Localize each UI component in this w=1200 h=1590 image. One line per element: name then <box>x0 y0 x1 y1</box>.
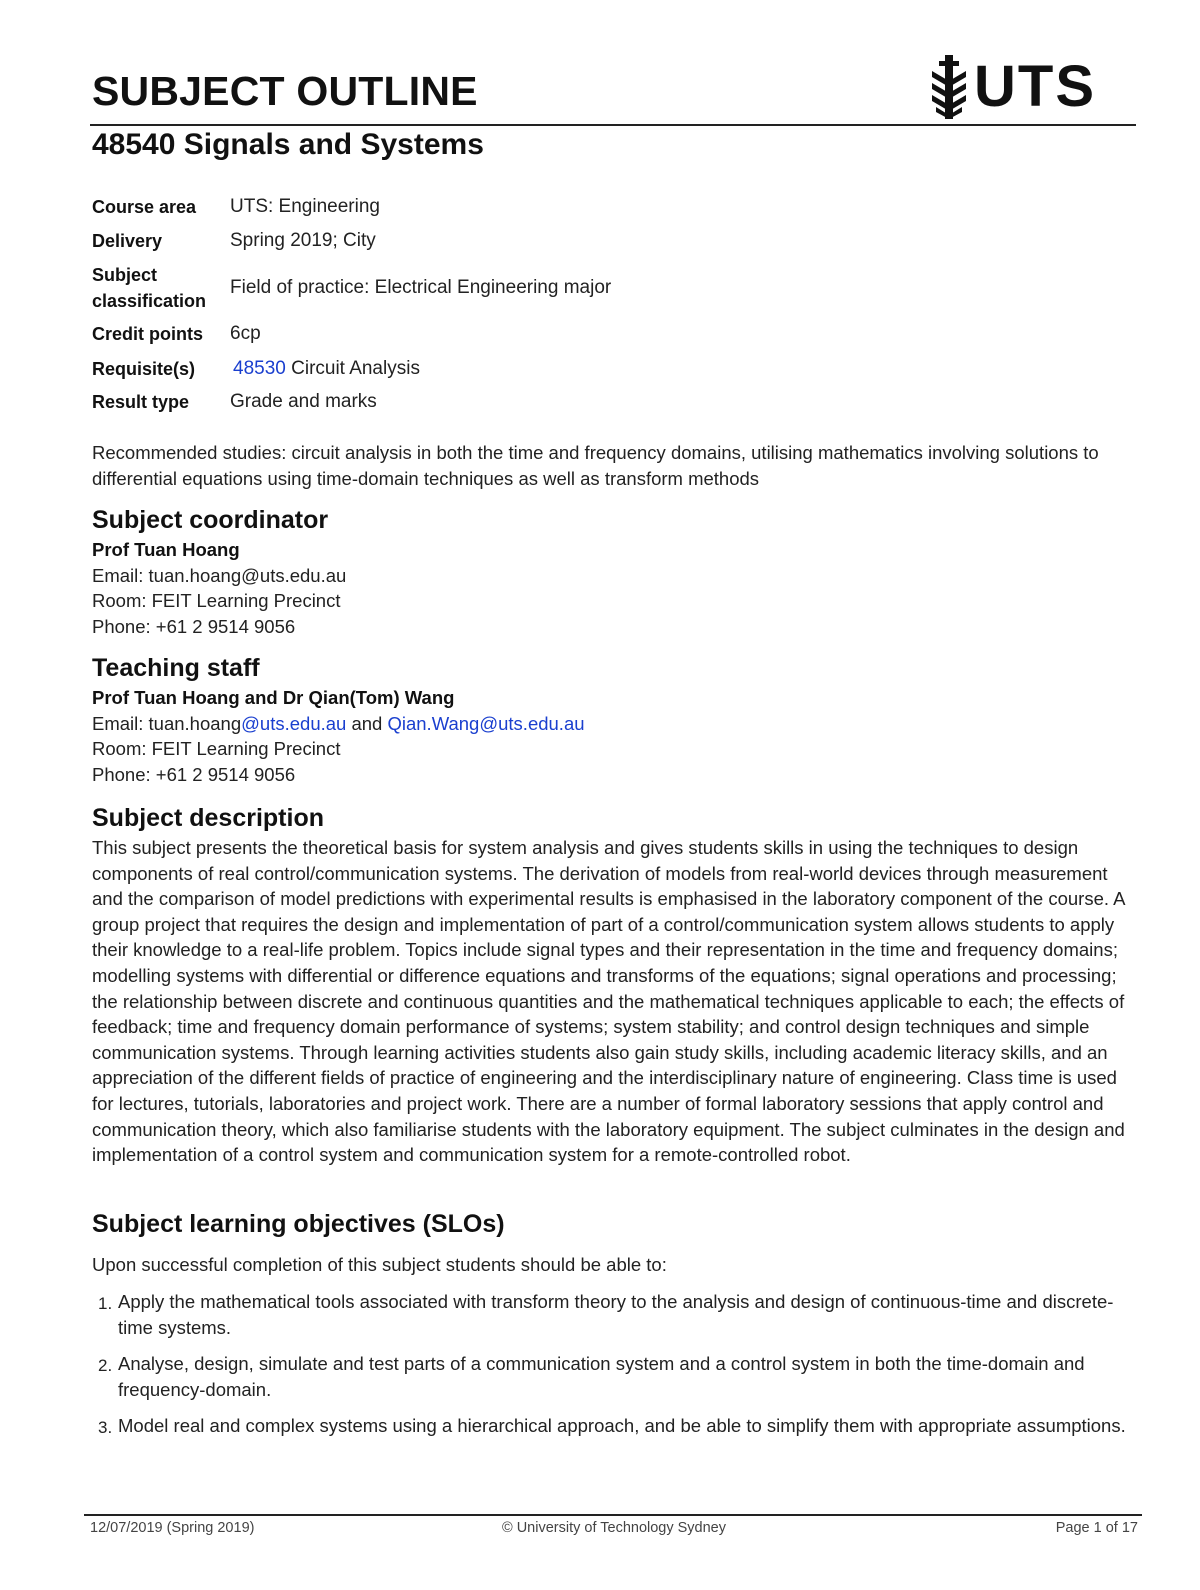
logo-text: UTS <box>974 54 1096 119</box>
requisite-link[interactable]: 48530 <box>233 358 286 379</box>
info-label: Course area <box>92 197 197 217</box>
info-label: Result type <box>92 392 190 412</box>
slo-text: Analyse, design, simulate and test parts of a communication system and a control system in both the time-domain and frequency-domain. <box>118 1353 1085 1400</box>
info-label: Credit points <box>92 324 203 344</box>
slo-item <box>92 1413 1132 1439</box>
info-value: Spring 2019; City <box>230 230 376 251</box>
info-row-credit-points <box>92 315 611 353</box>
info-label: Delivery <box>92 231 163 251</box>
info-label: Subject classification <box>92 265 207 311</box>
coordinator-name: Prof Tuan Hoang <box>92 539 240 560</box>
footer-divider <box>84 1514 1142 1516</box>
slo-number: 2. <box>98 1356 113 1376</box>
coordinator-room: Room: FEIT Learning Precinct <box>92 590 341 612</box>
document-title: SUBJECT OUTLINE <box>92 68 478 114</box>
info-row-course-area <box>92 193 611 221</box>
email-link-wang[interactable]: Qian.Wang@uts.edu.au <box>387 712 585 734</box>
email-and: and <box>346 712 388 734</box>
footer-copyright: © University of Technology Sydney <box>502 1520 726 1536</box>
subject-info-table <box>92 193 611 419</box>
info-value: 6cp <box>230 323 261 344</box>
slo-item <box>92 1351 1132 1402</box>
slo-intro: Upon successful completion of this subject students should be able to: <box>92 1254 667 1275</box>
info-label: Requisite(s) <box>92 359 196 379</box>
title-divider <box>90 124 1136 126</box>
description-heading: Subject description <box>92 804 324 832</box>
teaching-staff-phone: Phone: +61 2 9514 9056 <box>92 763 296 785</box>
teaching-staff-email <box>92 711 585 737</box>
slo-item <box>92 1289 1132 1340</box>
footer-page-number: Page 1 of 17 <box>1055 1520 1138 1536</box>
slo-text: Model real and complex systems using a hierarchical approach, and be able to simplify them with appropriate assumptions. <box>118 1415 1126 1437</box>
footer-date: 12/07/2019 (Spring 2019) <box>90 1520 255 1536</box>
info-value: UTS: Engineering <box>230 196 380 217</box>
teaching-staff-heading: Teaching staff <box>92 654 260 682</box>
subject-description: This subject presents the theoretical basis for system analysis and gives students skills in using the techniques to design components of real control/communication systems. The derivation of models from real-world devices through measurement and the comparison of model predictions with experimental results is emphasised in the laboratory component of the course. A group project that requires the design and implementation of part of a control/communication system allows students to apply their knowledge to a real-life problem. Topics include signal types and their representation in the time and frequency domains; modelling systems with differential or difference equations and transforms of the equations; signal operations and processing; the relationship between discrete and continuous quantities and the mathematical techniques applicable to each; the effects of feedback; time and frequency domain performance of systems; system stability; and control design techniques and simple communication systems. Through learning activities students also gain study skills, including academic literacy skills, and an appreciation of the different fields of practice of engineering and the interdisciplinary nature of engineering. Class time is used for lectures, tutorials, laboratories and project work. There are a number of formal laboratory sessions that apply control and communication theory, which also familiarise students with the laboratory equipment. The subject culminates in the design and implementation of a control system and communication system for a remote-controlled robot. <box>92 837 1125 1166</box>
teaching-staff-room: Room: FEIT Learning Precinct <box>92 738 341 760</box>
info-row-result-type <box>92 385 611 419</box>
email-prefix: Email: tuan.hoang <box>92 712 242 734</box>
info-row-classification <box>92 261 611 315</box>
info-value: Grade and marks <box>230 391 377 412</box>
info-row-delivery <box>92 221 611 261</box>
coordinator-email: Email: tuan.hoang@uts.edu.au <box>92 564 347 586</box>
coordinator-phone: Phone: +61 2 9514 9056 <box>92 615 296 637</box>
info-value <box>230 353 611 385</box>
recommended-studies: Recommended studies: circuit analysis in both the time and frequency domains, utilising mathematics involving solutions to differential equations using time-domain techniques as well as transform methods <box>92 442 1099 489</box>
info-value: Field of practice: Electrical Engineering major <box>230 277 612 298</box>
requisite-name: Circuit Analysis <box>285 358 420 379</box>
coordinator-heading: Subject coordinator <box>92 506 329 534</box>
uts-crest-icon <box>928 55 970 119</box>
teaching-staff-contact <box>92 685 585 787</box>
slo-heading: Subject learning objectives (SLOs) <box>92 1210 505 1238</box>
slo-list <box>92 1289 1132 1450</box>
slo-number: 3. <box>98 1418 113 1438</box>
info-row-requisites <box>92 353 611 385</box>
slo-text: Apply the mathematical tools associated with transform theory to the analysis and design of continuous-time and discrete-time systems. <box>118 1291 1114 1338</box>
slo-number: 1. <box>98 1294 113 1313</box>
coordinator-contact <box>92 537 346 639</box>
uts-logo <box>928 52 1098 122</box>
email-link-domain[interactable]: @uts.edu.au <box>241 712 347 734</box>
subject-name: 48540 Signals and Systems <box>92 128 484 161</box>
teaching-staff-names: Prof Tuan Hoang and Dr Qian(Tom) Wang <box>92 687 455 708</box>
